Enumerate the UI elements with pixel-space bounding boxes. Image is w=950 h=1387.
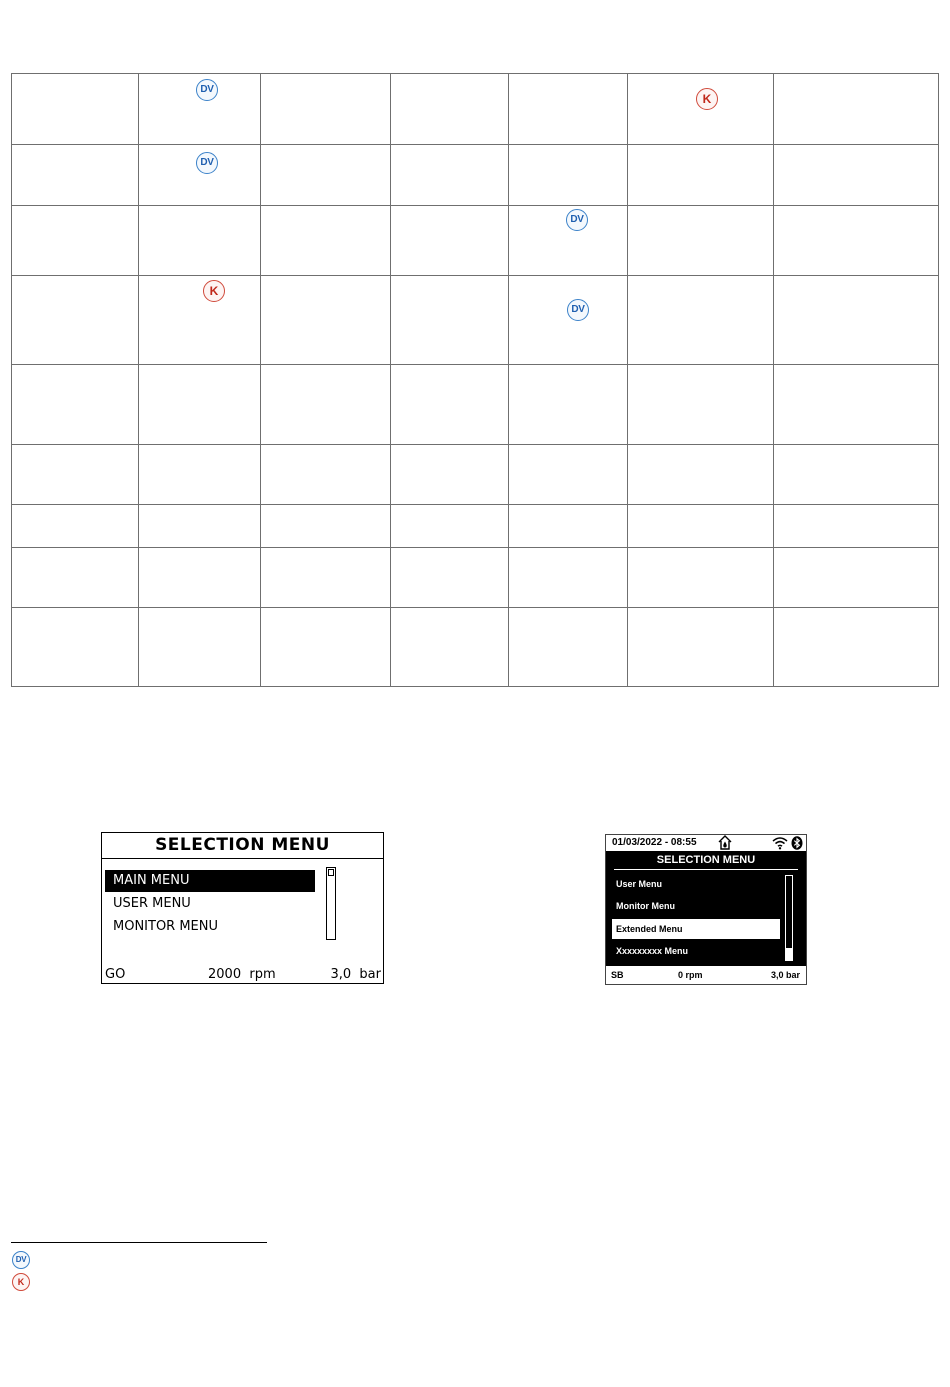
status-speed: 2000 rpm bbox=[208, 967, 276, 982]
title-divider bbox=[614, 869, 798, 870]
table-row bbox=[12, 608, 939, 687]
table-row bbox=[12, 145, 939, 206]
status-state: SB bbox=[611, 970, 624, 980]
display-title: SELECTION MENU bbox=[155, 835, 330, 855]
dv-badge-icon: DV bbox=[567, 299, 589, 321]
settings-table bbox=[11, 73, 939, 687]
display-top-bar bbox=[606, 835, 806, 851]
menu-scrollbar[interactable] bbox=[785, 875, 793, 961]
table-row bbox=[12, 206, 939, 276]
table-row bbox=[12, 74, 939, 145]
dv-badge-icon: DV bbox=[566, 209, 588, 231]
menu-item-monitor-menu[interactable]: Monitor Menu bbox=[616, 901, 675, 911]
menu-scrollbar[interactable] bbox=[326, 867, 336, 940]
bluetooth-icon bbox=[791, 836, 803, 850]
display-title: SELECTION MENU bbox=[656, 854, 756, 866]
status-bar bbox=[606, 966, 806, 984]
menu-item-monitor-menu[interactable]: MONITOR MENU bbox=[113, 919, 219, 934]
datetime-readout: 01/03/2022 - 08:55 bbox=[612, 837, 697, 848]
title-divider bbox=[102, 858, 383, 859]
dv-badge-icon: DV bbox=[196, 152, 218, 174]
status-state: GO bbox=[105, 967, 126, 982]
status-pressure: 3,0 bar bbox=[330, 967, 381, 982]
menu-item-extended-menu[interactable]: Extended Menu bbox=[612, 919, 780, 939]
menu-item-user-menu[interactable]: User Menu bbox=[616, 879, 663, 889]
dv-badge-icon: DV bbox=[196, 79, 218, 101]
dv-badge-icon: DV bbox=[12, 1251, 30, 1269]
k-badge-icon: K bbox=[203, 280, 225, 302]
color-display-screen bbox=[605, 834, 807, 985]
scrollbar-thumb[interactable] bbox=[328, 869, 334, 876]
wifi-icon bbox=[772, 836, 788, 850]
table-row bbox=[12, 445, 939, 505]
status-pressure: 3,0 bar bbox=[770, 970, 800, 980]
scrollbar-thumb[interactable] bbox=[786, 948, 792, 960]
table-row bbox=[12, 548, 939, 608]
footnote-k bbox=[12, 1273, 32, 1291]
home-water-icon bbox=[718, 835, 732, 850]
footnote-dv bbox=[12, 1251, 32, 1269]
status-speed: 0 rpm bbox=[678, 970, 703, 980]
classic-display-screen bbox=[101, 832, 384, 984]
footnote-divider bbox=[11, 1242, 267, 1243]
menu-item-xxxxxxxxx-menu[interactable]: Xxxxxxxxx Menu bbox=[616, 946, 689, 956]
k-badge-icon: K bbox=[12, 1273, 30, 1291]
status-bar bbox=[104, 966, 381, 982]
table-row bbox=[12, 505, 939, 548]
table-row bbox=[12, 276, 939, 365]
k-badge-icon: K bbox=[696, 88, 718, 110]
menu-item-user-menu[interactable]: USER MENU bbox=[113, 896, 191, 911]
menu-item-main-menu[interactable]: MAIN MENU bbox=[105, 870, 315, 892]
table-row bbox=[12, 365, 939, 445]
